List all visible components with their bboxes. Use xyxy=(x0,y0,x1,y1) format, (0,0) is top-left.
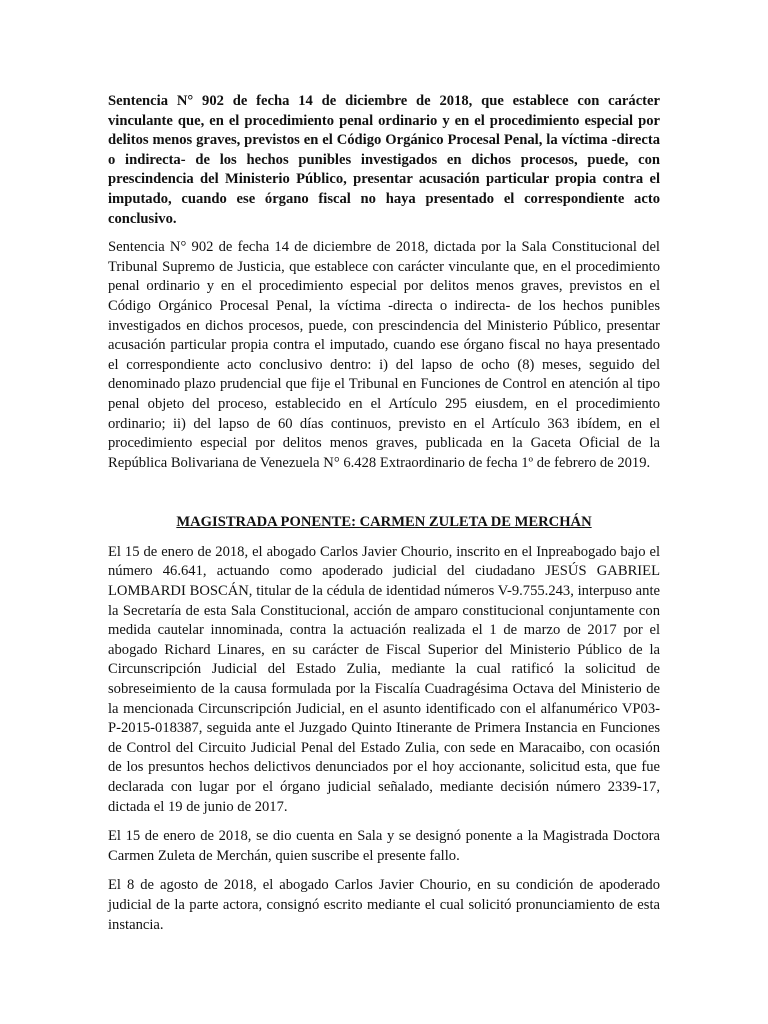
body-paragraph-3: El 8 de agosto de 2018, el abogado Carlos Javier Chourio, en su condición de apoderado judicial de la parte actora, consignó escrito mediante el cual solicitó pronunciamiento de esta instancia. xyxy=(108,877,660,933)
body-paragraph-1: El 15 de enero de 2018, el abogado Carlos Javier Chourio, inscrito en el Inpreabogado bajo el número 46.641, actuando como apoderado judicial del ciudadano JESÚS GABRIEL LOMBARDI BOSCÁN, titular de la cédula de identidad números V-9.755.243, interpuso ante la Secretaría de esta Sala Constitucional, acción de amparo constitucional conjuntamente con medida cautelar innominada, contra la actuación realizada el 1 de marzo de 2017 por el abogado Richard Linares, en su carácter de Fiscal Superior del Ministerio Público de la Circunscripción Judicial del Estado Zulia, mediante la cual ratificó la solicitud de sobreseimiento de la causa formulada por la Fiscalía Cuadragésima Octava del Ministerio de la mencionada Circunscripción Judicial, en el asunto identificado con el alfanumérico VP03-P-2015-018387, seguida ante el Juzgado Quinto Itinerante de Primera Instancia en Funciones de Control del Circuito Judicial Penal del Estado Zulia, con sede en Maracaibo, con ocasión de los presuntos hechos delictivos denunciados por el hoy accionante, solicitud esta, que fue declarada con lugar por el órgano judicial señalado, mediante decisión número 2339-17, dictada el 19 de junio de 2017. xyxy=(108,543,660,815)
abstract-paragraph: Sentencia N° 902 de fecha 14 de diciembre de 2018, dictada por la Sala Constitucional del Tribunal Supremo de Justicia, que establece con carácter vinculante que, en el procedimiento penal ordinario y en el procedimiento especial por delitos menos graves, previstos en el Código Orgánico Procesal Penal, la víctima -directa o indirecta- de los hechos punibles investigados en dichos procesos, puede, con prescindencia del Ministerio Público, presentar acusación particular propia contra el imputado, cuando ese órgano fiscal no haya presentado el correspondiente acto conclusivo dentro: i) del lapso de ocho (8) meses, seguido del denominado plazo prudencial que fije el Tribunal en Funciones de Control en atención al tipo penal objeto del proceso, establecido en el Artículo 295 eiusdem, en el procedimiento ordinario; ii) del lapso de 60 días continuos, previsto en el Artículo 363 ibídem, en el procedimiento especial por delitos menos graves, publicada en la Gaceta Oficial de la República Bolivariana de Venezuela N° 6.428 Extraordinario de fecha 1º de febrero de 2019. xyxy=(108,239,660,471)
body-paragraph-2: El 15 de enero de 2018, se dio cuenta en Sala y se designó ponente a la Magistrada Doctora Carmen Zuleta de Merchán, quien suscribe el presente fallo. xyxy=(108,828,660,864)
ponente-heading: MAGISTRADA PONENTE: CARMEN ZULETA DE MERCHÁN xyxy=(176,514,592,531)
summary-heading: Sentencia N° 902 de fecha 14 de diciembre de 2018, que establece con carácter vinculante que, en el procedimiento penal ordinario y en el procedimiento especial por delitos menos graves, previstos en el Código Orgánico Procesal Penal, la víctima -directa o indirecta- de los hechos punibles investigados en dichos procesos, puede, con prescindencia del Ministerio Público, presentar acusación particular propia contra el imputado, cuando ese órgano fiscal no haya presentado el correspondiente acto conclusivo. xyxy=(108,93,660,227)
document-page xyxy=(108,92,660,945)
